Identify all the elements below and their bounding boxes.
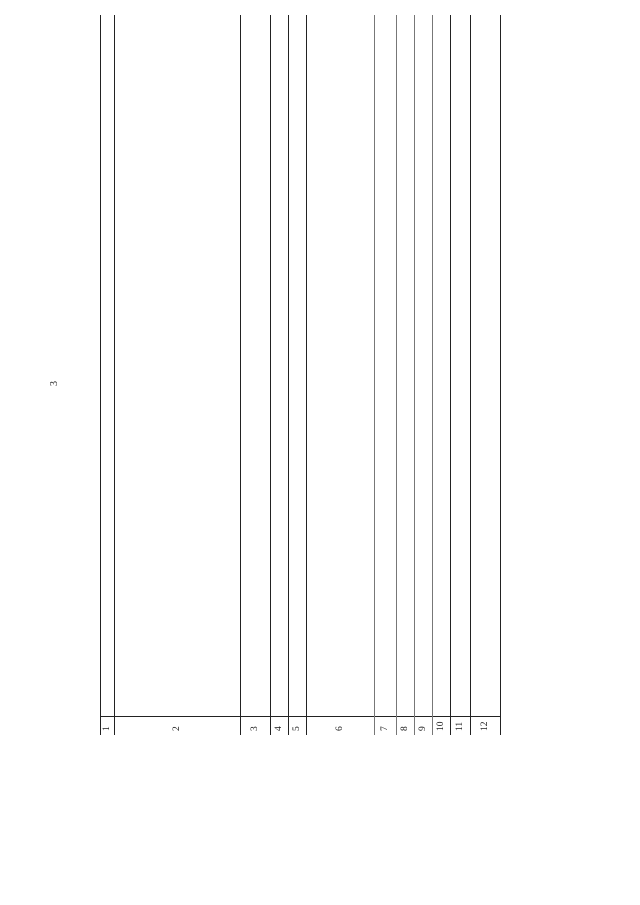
header-col-9: 9: [418, 726, 428, 731]
header-col-8: 8: [400, 726, 410, 731]
page-number: 3: [49, 381, 60, 386]
header-col-7: 7: [380, 726, 390, 731]
column-rule-8: [396, 15, 397, 735]
column-rule-3: [240, 15, 241, 735]
header-col-10: 10: [436, 721, 446, 731]
header-col-12: 12: [480, 721, 490, 731]
column-rule-6: [306, 15, 307, 735]
header-col-3: 3: [250, 726, 260, 731]
column-rule-7: [374, 15, 375, 735]
column-rule-12: [470, 15, 471, 735]
column-rule-5: [288, 15, 289, 735]
header-bottom-rule: [100, 716, 500, 717]
header-col-6: 6: [335, 726, 345, 731]
header-col-11: 11: [455, 721, 465, 731]
column-rule-4: [270, 15, 271, 735]
column-rule-2: [114, 15, 115, 735]
column-rule-9: [414, 15, 415, 735]
table-bottom-rule: [500, 15, 501, 735]
table-top-rule: [100, 15, 101, 735]
budget-table: [100, 15, 500, 735]
header-col-2: 2: [172, 726, 182, 731]
header-col-4: 4: [274, 726, 284, 731]
header-col-1: 1: [102, 726, 112, 731]
header-col-5: 5: [292, 726, 302, 731]
column-rule-10: [432, 15, 433, 735]
column-rule-11: [450, 15, 451, 735]
